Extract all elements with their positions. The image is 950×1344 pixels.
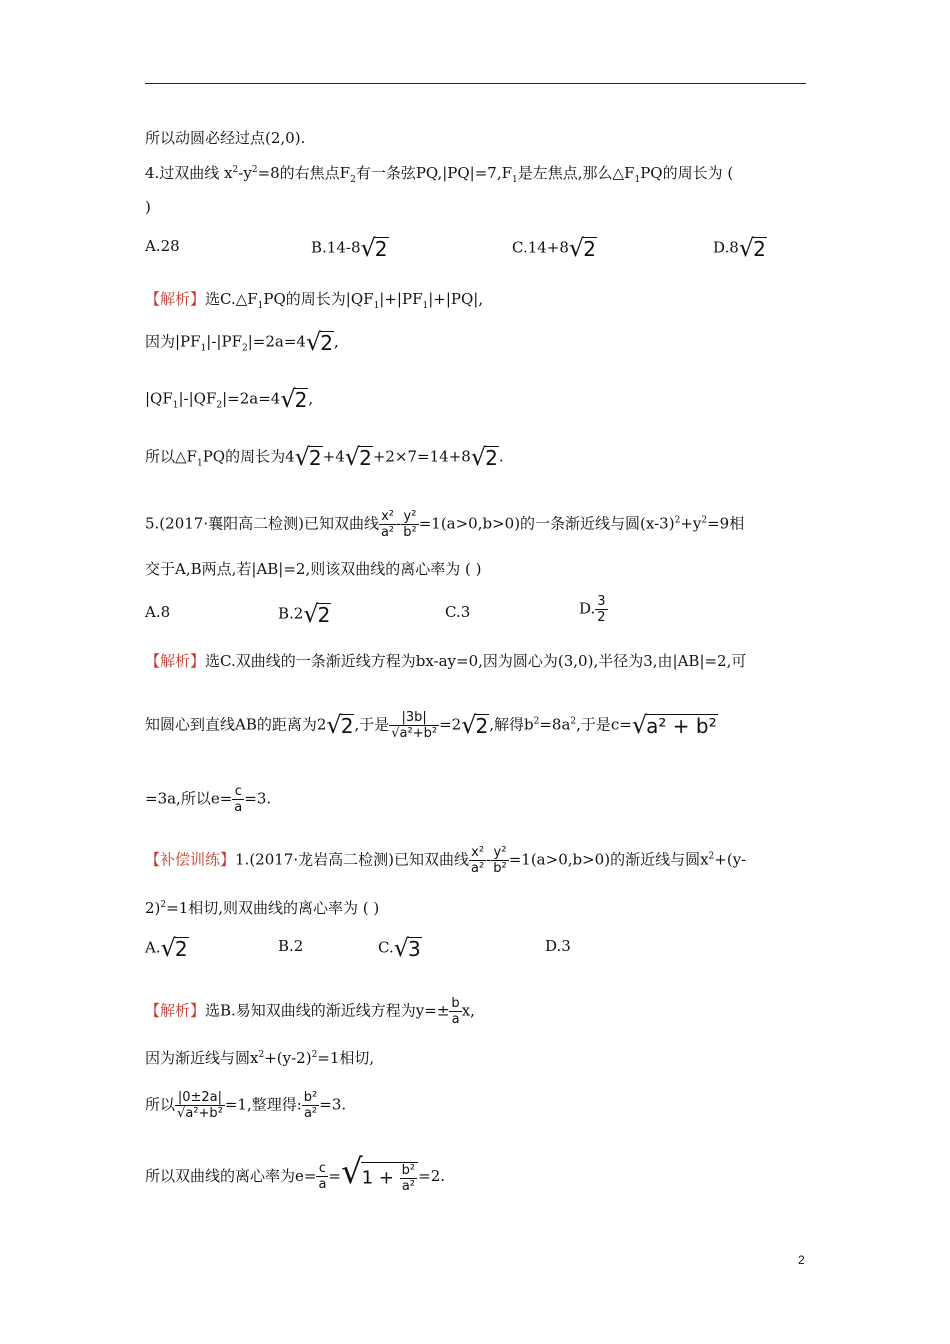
sqrt: √2	[160, 934, 188, 962]
option-d	[713, 236, 767, 261]
analysis-tag: 【解析】	[145, 1001, 206, 1020]
denominator: √a²+b²	[177, 1106, 223, 1121]
text: 2)	[145, 899, 161, 917]
radicand: 2	[374, 237, 388, 261]
text: C.3	[445, 603, 471, 621]
text: +(y-	[714, 850, 747, 869]
text-line	[145, 128, 305, 148]
solution-5-line3	[145, 784, 271, 815]
text: 1 +	[361, 1167, 394, 1188]
option-a	[145, 602, 170, 622]
fraction	[175, 1090, 225, 1121]
sub: 1	[422, 301, 429, 311]
analysis-tag: 【解析】	[145, 290, 206, 308]
text: |+|PQ|,	[428, 290, 484, 308]
denominator: √a²+b²	[391, 726, 438, 741]
text: |=2a=4	[247, 332, 306, 351]
sub: 2	[216, 400, 223, 411]
option-c	[445, 602, 470, 622]
text: 因为|PF	[145, 332, 201, 351]
sub: 2	[241, 343, 248, 354]
radicand: 2	[174, 937, 188, 961]
sup: 2	[674, 515, 681, 526]
denominator: b²	[403, 525, 417, 540]
sqrt: √2	[470, 443, 498, 471]
sub: 1	[200, 343, 207, 354]
sub: 1	[172, 400, 179, 411]
text: ,于是	[354, 715, 390, 734]
solution-4-line4	[145, 445, 504, 474]
text: |QF	[145, 389, 173, 408]
text: =3.	[319, 1095, 347, 1114]
text: C.	[378, 938, 394, 957]
radicand: a²+b²	[185, 1106, 223, 1121]
radicand: 2	[485, 446, 498, 470]
sup: 2	[160, 900, 167, 910]
option-b	[311, 236, 389, 261]
fraction	[302, 1090, 319, 1121]
text: |-|PF	[206, 332, 242, 351]
question-4-cont	[145, 197, 151, 217]
sqrt: √3	[393, 934, 421, 962]
text: 5.(2017·襄阳高二检测)已知双曲线	[145, 514, 379, 533]
text: =1,整理得:	[224, 1095, 302, 1114]
fraction	[595, 594, 607, 625]
numerator: x²	[469, 845, 486, 861]
radicand: 2	[294, 388, 308, 412]
fraction	[400, 1163, 417, 1194]
text: =3a,所以e=	[145, 789, 233, 808]
page-number: 2	[798, 1253, 805, 1267]
text: +4	[322, 447, 345, 466]
denominator: a	[451, 1012, 460, 1027]
text: 所以	[145, 1095, 176, 1114]
sqrt: √2	[568, 234, 596, 262]
text: 有一条弦PQ,|PQ|=7,F	[355, 164, 513, 182]
denominator: a²	[470, 861, 485, 876]
radicand: 2	[359, 446, 372, 470]
question-5-line2	[145, 559, 481, 579]
extra-solution-line1	[145, 996, 475, 1027]
radicand: a² + b²	[646, 714, 717, 738]
text: =2	[439, 715, 462, 734]
text: =2.	[418, 1166, 446, 1185]
option-d	[545, 936, 571, 956]
text: =9相	[707, 514, 745, 533]
sqrt: √2	[326, 711, 354, 739]
text: B.2	[278, 604, 304, 623]
extra-solution-line2	[145, 1045, 374, 1068]
sup: 2	[708, 851, 715, 862]
numerator: 3	[597, 594, 606, 609]
extra-solution-line3	[145, 1090, 346, 1121]
text: A.8	[145, 603, 171, 621]
text: =1(a>0,b>0)的渐近线与圆x	[508, 850, 709, 869]
text: 所以△F	[145, 447, 197, 466]
text: 所以双曲线的离心率为e=	[145, 1166, 317, 1185]
option-d	[579, 594, 608, 625]
text: D.3	[545, 937, 571, 955]
numerator: |3b|	[389, 710, 439, 726]
text: =	[328, 1166, 341, 1185]
numerator: b²	[401, 1162, 416, 1178]
sqrt: √a² + b²	[631, 711, 717, 739]
fraction	[449, 996, 461, 1027]
text: 选C.双曲线的一条渐近线方程为bx-ay=0,因为圆心为(3,0),半径为3,由|AB|=2,可	[205, 652, 747, 670]
text: C.14+8	[512, 238, 569, 257]
extra-tag: 【补偿训练】	[145, 850, 236, 869]
sqrt: √2	[738, 234, 766, 262]
analysis-tag: 【解析】	[145, 652, 206, 670]
text: =3.	[244, 789, 272, 808]
text: =1相切,	[317, 1049, 375, 1067]
text: 是左焦点,那么△F	[517, 164, 635, 182]
question-4	[145, 160, 733, 190]
text: x,	[461, 1001, 475, 1020]
solution-5-line1	[145, 651, 746, 671]
text: 4.过双曲线 x	[145, 164, 233, 182]
numerator: b²	[303, 1090, 318, 1105]
sqrt: √2	[303, 600, 331, 628]
denominator: 2	[597, 610, 606, 625]
text: 选C.△F	[205, 290, 258, 308]
option-a	[145, 936, 189, 961]
numerator: c	[232, 784, 244, 800]
sqrt: √2	[344, 443, 372, 471]
fraction	[469, 845, 486, 876]
text: 知圆心到直线AB的距离为2	[145, 715, 327, 734]
radicand: 2	[583, 237, 596, 261]
text: ,于是c=	[576, 715, 632, 734]
sub: 1	[634, 175, 641, 185]
sup: 2	[701, 515, 708, 526]
sup: 2	[311, 1050, 318, 1060]
sup: 2	[232, 165, 239, 175]
numerator: y²	[491, 845, 508, 861]
text: A.	[145, 938, 161, 957]
sup: 2	[533, 716, 540, 727]
sqrt: √1 + $\frac{\text{b²}}{\text{a²}}$	[341, 1160, 418, 1194]
text: |=2a=4	[222, 389, 281, 408]
option-c	[512, 236, 597, 261]
sqrt: √2	[360, 234, 388, 262]
sup: 2	[570, 716, 577, 727]
text: =1(a>0,b>0)的一条渐近线与圆(x-3)	[418, 514, 675, 533]
sup: 2	[251, 165, 258, 175]
denominator: a	[234, 800, 243, 815]
text: 所以动圆必经过点(2,0).	[145, 129, 306, 147]
text: 选B.易知双曲线的渐近线方程为y=±	[205, 1001, 450, 1020]
solution-4-line1	[145, 289, 483, 316]
fraction	[389, 710, 439, 741]
text: +y	[680, 514, 702, 533]
text: =1相切,则双曲线的离心率为 ( )	[166, 899, 380, 917]
text: =8的右焦点F	[257, 164, 351, 182]
radicand: 2	[340, 714, 354, 738]
sqrt: √2	[280, 385, 308, 413]
denominator: b²	[493, 861, 507, 876]
numerator: y²	[401, 509, 418, 525]
text: 1.(2017·龙岩高二检测)已知双曲线	[235, 850, 469, 869]
text: ,解得b	[489, 715, 534, 734]
numerator: x²	[379, 509, 396, 525]
radicand: a²+b²	[399, 726, 438, 741]
text: 因为渐近线与圆x	[145, 1049, 259, 1067]
header-rule	[145, 83, 806, 84]
sub: 1	[257, 301, 264, 311]
option-b	[278, 936, 303, 956]
denominator: a²	[401, 1178, 415, 1194]
text: .	[498, 447, 504, 466]
radicand: 2	[308, 446, 322, 470]
radicand: 2	[317, 603, 331, 627]
sub: 1	[512, 175, 518, 185]
solution-4-line2: 因为$|PF_1|-|PF_2|=2a=4√2$,	[145, 328, 339, 356]
text: PQ的周长为 (	[640, 164, 734, 182]
text: +2×7=14+8	[372, 447, 471, 466]
text: 交于A,B两点,若|AB|=2,则该双曲线的离心率为 ( )	[145, 560, 482, 578]
sub: 1	[373, 301, 380, 311]
option-a	[145, 236, 180, 256]
radicand: 2	[320, 331, 333, 355]
text: B.2	[278, 937, 304, 955]
option-b	[278, 602, 331, 627]
extra-question-line1: 【补偿训练】1.(2017·龙岩高二检测)已知双曲线 $\frac{\text{x²}}{\text{a²}}$ - $\frac{\text{y²}}{\text{b²}}$ =1(a>0,b>0)的渐近线与圆$x^2+(y-$	[145, 845, 747, 876]
sub: 1	[196, 458, 203, 469]
sub: 2	[350, 175, 356, 185]
extra-solution-line4	[145, 1152, 446, 1194]
fraction	[401, 509, 418, 540]
option-c	[378, 936, 422, 961]
text: +(y-2)	[264, 1049, 312, 1067]
radicand: 3	[408, 937, 421, 961]
sqrt: √2	[294, 443, 322, 471]
denominator: a²	[303, 1106, 318, 1121]
fraction	[491, 845, 508, 876]
text: |-|QF	[178, 389, 217, 408]
question-5-line1: 5.(2017·襄阳高二检测)已知双曲线 $\frac{\text{x²}}{\text{a²}}$ - $\frac{\text{y²}}{\text{b²}}$ =1(a>0,b>0)的一条渐近线与圆$(x-3)^2+y^2=9$相	[145, 509, 745, 540]
text: A.28	[145, 237, 180, 255]
numerator: b	[451, 996, 460, 1011]
fraction	[316, 1161, 328, 1192]
text: =8a	[539, 715, 571, 734]
sqrt: √2	[461, 711, 489, 739]
text: -y	[238, 164, 252, 182]
radicand: 2	[475, 714, 489, 738]
sup: 2	[258, 1050, 265, 1060]
text: PQ的周长为4	[202, 447, 295, 466]
numerator: |0±2a|	[175, 1090, 225, 1106]
extra-question-line2	[145, 895, 379, 918]
denominator: a	[318, 1177, 327, 1193]
numerator: c	[316, 1161, 328, 1177]
text: D.	[579, 599, 596, 618]
solution-4-line3: $|QF_1|-|QF_2|=2a=4√2$,	[145, 385, 314, 413]
fraction	[379, 509, 396, 540]
text: |+|PF	[379, 290, 423, 308]
text: D.8	[713, 238, 739, 257]
solution-5-line2	[145, 710, 718, 741]
fraction	[232, 784, 244, 815]
sqrt: √2	[305, 328, 333, 356]
text: PQ的周长为|QF	[263, 290, 374, 308]
radicand	[361, 1162, 418, 1194]
radicand: 2	[753, 237, 766, 261]
text: )	[145, 198, 151, 216]
denominator: a²	[380, 525, 395, 540]
text: B.14-8	[311, 238, 361, 257]
